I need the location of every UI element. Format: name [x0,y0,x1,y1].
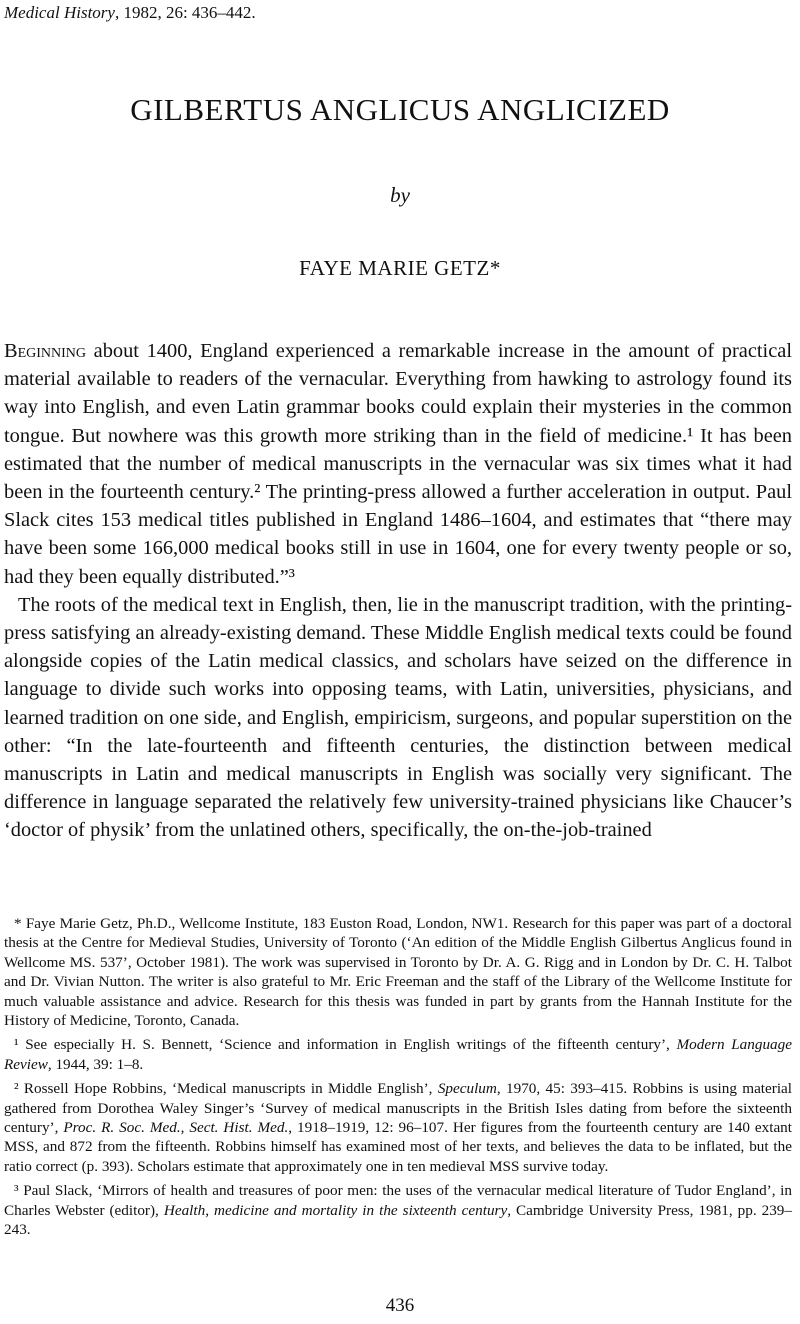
byline-by: by [390,183,410,207]
footnote-1-ref: , 1944, 39: 1–8. [47,1055,144,1073]
footnote-1-journal: Modern Language Review [4,1036,792,1073]
footnote-2-text: ² Rossell Hope Robbins, ‘Medical manuscripts in Middle English’, [14,1080,438,1098]
footnote-author: * Faye Marie Getz, Ph.D., Wellcome Institute, 183 Euston Road, London, NW1. Research for this paper was part of a doctoral thesis at the Centre for Medieval Studies, University of Toronto (‘An edition of the Middle English Gilbertus Anglicus found in Wellcome MS. 537’, October 1981). The work was supervised in Toronto by Dr. A. G. Rigg and in London by Dr. C. H. Talbot and Dr. Vivian Nutton. The writer is also grateful to Mr. Eric Freeman and the staff of the Library of the Wellcome Institute for much valuable assistance and advice. Research for this thesis was funded in part by grants from the Hannah Institute for the History of Medicine, Toronto, Canada. [4,915,792,1030]
article-title: GILBERTUS ANGLICUS ANGLICIZED [130,92,670,127]
footnote-3-ref: , Cambridge University Press, 1981, pp. 239–243. [4,1201,792,1239]
opening-word: Beginning [4,340,87,362]
footnote-2-journal: Speculum [437,1080,497,1098]
footnote-3-book: Health, medicine and mortality in the sixteenth century [163,1201,508,1219]
footnote-2-text-b: , 1970, 45: 393–415. Robbins is using material gathered from Dorothea Waley Singer’s ‘Survey of medical manuscripts in the British Isles dating from before the sixteenth century’, [4,1080,793,1137]
article-body [4,337,792,845]
footnote-2-text-c: , 1918–1919, 12: 96–107. Her figures from the fourteenth century are 140 extant MSS, and 872 from the fifteenth. Robbins himself has examined most of her texts, and believes the data to be inflated, but the ratio correct (p. 393). Scholars estimate that approximately one in ten medieval MSS survive today. [4,1119,792,1175]
journal-name: Medical History [4,3,115,22]
paragraph-1-text: about 1400, England experienced a remarkable increase in the amount of practical material available to readers of the vernacular. Everything from hawking to astrology found its way into English, and even Latin grammar books could explain their mysteries in the common tongue. But nowhere was this growth more striking than in the field of medicine.¹ It has been estimated that the number of medical manuscripts in the vernacular was six times what it had been in the fourteenth century.² The printing-press allowed a further acceleration in output. Paul Slack cites 153 medical titles published in England 1486–1604, and estimates that “there may have been some 166,000 medical books still in use in 1604, one for every twenty people or so, had they been equally distributed.”³ [4,340,792,588]
footnote-2 [4,1079,792,1176]
footnote-3 [4,1181,792,1239]
running-header [4,2,256,24]
article-author: FAYE MARIE GETZ* [299,256,501,280]
footnote-1 [4,1035,792,1074]
body-paragraph-1 [4,337,792,591]
page-number: 436 [385,1295,415,1316]
body-paragraph-2: The roots of the medical text in English, then, lie in the manuscript tradition, with the printing-press satisfying an already-existing demand. These Middle English medical texts could be found alongside copies of the Latin medical classics, and scholars have seized on the difference in language to divide such works into opposing teams, with Latin, universities, physicians, and learned tradition on one side, and English, empiricism, surgeons, and popular superstition on the other: “In the late-fourteenth and fifteenth centuries, the distinction between medical manuscripts in Latin and medical manuscripts in English was socially very significant. The difference in language separated the relatively few university-trained physicians like Chaucer’s ‘doctor of physik’ from the unlatined others, specifically, the on-the-job-trained [4,593,792,842]
footnote-2-journal-b: Proc. R. Soc. Med., Sect. Hist. Med. [63,1119,289,1137]
footnote-3-text: ³ Paul Slack, ‘Mirrors of health and treasures of poor men: the uses of the vernacular medical literature of Tudor England’, in Charles Webster (editor), [4,1182,792,1219]
footnotes [4,914,792,1245]
journal-citation: , 1982, 26: 436–442. [114,3,256,22]
footnote-1-text: ¹ See especially H. S. Bennett, ‘Science and information in English writings of the fifteenth century’, [14,1036,677,1054]
